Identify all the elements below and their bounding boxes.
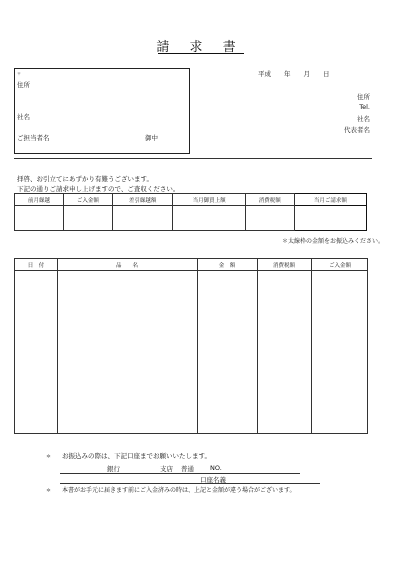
issuer-rep-label: 代表者名 bbox=[344, 126, 370, 134]
issuer-address-label: 住所 bbox=[357, 93, 370, 101]
summary-header-purchases: 当月御買上額 bbox=[173, 194, 245, 206]
summary-header-carryover: 差引繰越額 bbox=[112, 194, 173, 206]
summary-cell bbox=[15, 206, 64, 231]
summary-cell bbox=[63, 206, 112, 231]
greeting-line-2: 下記の通りご請求申し上げますので、ご査収ください。 bbox=[17, 185, 180, 193]
account-name-underline bbox=[60, 483, 320, 484]
summary-header-payment: ご入金額 bbox=[63, 194, 112, 206]
transfer-note: ＊太線枠の金額をお振込みください。 bbox=[281, 238, 384, 245]
detail-column-divider bbox=[57, 259, 58, 433]
summary-header-prev-balance: 前月繰越 bbox=[15, 194, 64, 206]
issuer-company-label: 社名 bbox=[357, 115, 370, 123]
summary-header-row bbox=[15, 194, 367, 206]
title-underline bbox=[158, 53, 244, 54]
date-line: 平成 年 月 日 bbox=[258, 70, 330, 78]
detail-header-amount: 金 額 bbox=[218, 263, 236, 269]
separator-line bbox=[14, 158, 372, 159]
bank-label: 銀行 bbox=[107, 465, 120, 473]
footer-note-2: 本書がお手元に届きます前にご入金済みの時は、上記と金額が違う場合がございます。 bbox=[62, 487, 296, 494]
detail-header-item: 品 名 bbox=[115, 263, 138, 269]
summary-cell bbox=[245, 206, 294, 231]
account-name-label: 口座名義 bbox=[200, 476, 226, 484]
bank-line-underline bbox=[60, 473, 300, 474]
detail-column-divider bbox=[197, 259, 198, 433]
footer-note-1: お振込みの際は、下記口座までお願いいたします。 bbox=[62, 452, 211, 460]
detail-header-tax: 消費税額 bbox=[272, 263, 295, 269]
bullet-2: ＊ bbox=[46, 488, 52, 494]
issuer-tel-label: Tel. bbox=[359, 103, 370, 111]
detail-column-divider bbox=[311, 259, 312, 433]
summary-cell bbox=[173, 206, 245, 231]
detail-table bbox=[14, 258, 368, 434]
summary-cell bbox=[112, 206, 173, 231]
bullet-1: ＊ bbox=[46, 454, 52, 460]
addressee-address-label: 住所 bbox=[17, 81, 30, 89]
postal-mark: 〒 bbox=[17, 71, 21, 76]
account-number-label: NO. bbox=[210, 464, 222, 472]
document-title: 請 求 書 bbox=[156, 40, 244, 55]
branch-label: 支店 bbox=[160, 465, 173, 473]
summary-cell-amount-due bbox=[294, 206, 366, 231]
account-type-label: 普通 bbox=[181, 465, 194, 473]
detail-header-payment: ご入金額 bbox=[328, 263, 351, 269]
greeting-line-1: 拝啓、お引立てにあずかり有難うございます。 bbox=[17, 175, 153, 183]
summary-header-amount-due: 当月ご請求額 bbox=[294, 194, 366, 206]
honorific-label: 御中 bbox=[145, 134, 158, 142]
detail-header-date: 日 付 bbox=[27, 263, 45, 269]
summary-header-tax: 消費税額 bbox=[245, 194, 294, 206]
detail-column-divider bbox=[257, 259, 258, 433]
addressee-company-label: 社名 bbox=[17, 113, 30, 121]
summary-table bbox=[14, 193, 367, 231]
summary-value-row bbox=[15, 206, 367, 231]
addressee-person-label: ご担当者名 bbox=[17, 134, 50, 142]
